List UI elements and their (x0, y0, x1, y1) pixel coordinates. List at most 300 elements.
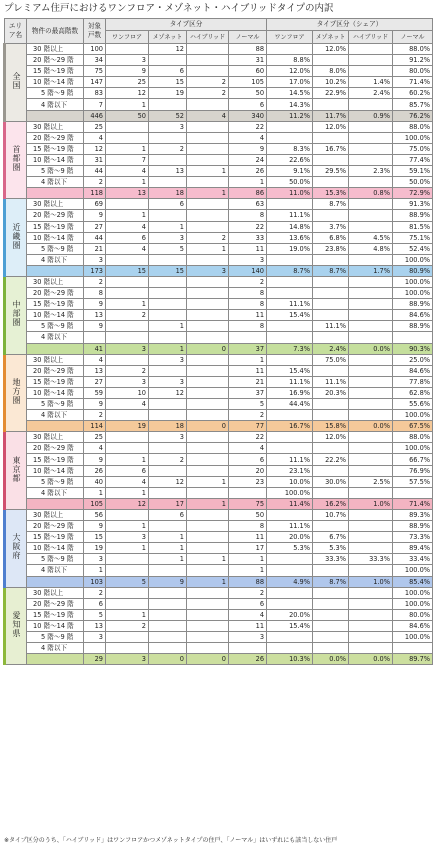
value-cell-sn: 88.0% (393, 432, 433, 443)
value-cell-sn: 55.6% (393, 399, 433, 410)
value-cell-sm (313, 598, 349, 609)
value-cell-c: 19 (84, 543, 106, 554)
value-cell-sh (349, 354, 393, 365)
total-row (5, 265, 433, 276)
floor-range-cell: 20 階～29 階 (27, 443, 84, 454)
floor-range-cell: 30 階以上 (27, 509, 84, 520)
value-cell-sn: 100.0% (393, 288, 433, 299)
value-cell-h (187, 310, 229, 321)
value-cell-sh (349, 254, 393, 265)
value-cell-sm: 30.0% (313, 476, 349, 487)
value-cell-w (106, 132, 149, 143)
value-cell-sn: 84.6% (393, 310, 433, 321)
table-row (5, 532, 433, 543)
value-cell-h (187, 66, 229, 77)
value-cell-m (149, 565, 187, 576)
floor-range-cell: 4 階以下 (27, 410, 84, 421)
value-cell-h: 1 (187, 476, 229, 487)
header-share-oneflat: ワンフロア (267, 31, 313, 44)
value-cell-sm (313, 254, 349, 265)
value-cell-sm: 11.1% (313, 376, 349, 387)
value-cell-sh (349, 631, 393, 642)
value-cell-sw (267, 432, 313, 443)
value-cell-c: 56 (84, 509, 106, 520)
value-cell-sw (267, 132, 313, 143)
table-row (5, 354, 433, 365)
value-cell-sw (267, 643, 313, 654)
area-name: 大阪府 (12, 533, 21, 561)
table-row (5, 310, 433, 321)
value-cell-n: 3 (229, 254, 267, 265)
value-cell-c: 12 (84, 143, 106, 154)
value-cell-c: 2 (84, 410, 106, 421)
value-cell-sm (313, 465, 349, 476)
value-cell-c: 3 (84, 254, 106, 265)
value-cell-n: 6 (229, 454, 267, 465)
value-cell-n: 11 (229, 365, 267, 376)
value-cell-sh (349, 410, 393, 421)
value-cell-c: 9 (84, 299, 106, 310)
value-cell-n: 8 (229, 521, 267, 532)
value-cell-sh (349, 454, 393, 465)
value-cell-sn: 80.0% (393, 66, 433, 77)
total-label-cell (27, 188, 84, 199)
table-row (5, 399, 433, 410)
value-cell-h (187, 631, 229, 642)
value-cell-sm (313, 332, 349, 343)
value-cell-sm: 23.8% (313, 243, 349, 254)
value-cell-m: 3 (149, 121, 187, 132)
value-cell-sn: 88.9% (393, 299, 433, 310)
floor-range-cell: 15 階～19 階 (27, 221, 84, 232)
value-cell-sm: 12.0% (313, 432, 349, 443)
value-cell-sn: 81.5% (393, 221, 433, 232)
total-cell-m: 18 (149, 188, 187, 199)
floor-range-cell: 5 階～9 階 (27, 476, 84, 487)
value-cell-sw: 100.0% (267, 487, 313, 498)
value-cell-h (187, 387, 229, 398)
value-cell-c: 9 (84, 321, 106, 332)
total-row (5, 498, 433, 509)
floor-range-cell: 30 階以上 (27, 276, 84, 287)
value-cell-h (187, 365, 229, 376)
table-row (5, 410, 433, 421)
table-row (5, 543, 433, 554)
value-cell-sn: 80.0% (393, 609, 433, 620)
value-cell-c: 75 (84, 66, 106, 77)
value-cell-m (149, 443, 187, 454)
value-cell-sw: 16.9% (267, 387, 313, 398)
total-cell-sw: 4.9% (267, 576, 313, 587)
floor-range-cell: 4 階以下 (27, 332, 84, 343)
value-cell-w: 3 (106, 55, 149, 66)
floor-range-cell: 10 階～14 階 (27, 310, 84, 321)
value-cell-h (187, 55, 229, 66)
total-cell-sn: 71.4% (393, 498, 433, 509)
value-cell-sm: 6.8% (313, 232, 349, 243)
value-cell-sm: 11.1% (313, 321, 349, 332)
table-row (5, 232, 433, 243)
value-cell-sn: 33.4% (393, 554, 433, 565)
table-row (5, 166, 433, 177)
value-cell-h (187, 587, 229, 598)
area-name-cell (5, 121, 27, 199)
total-cell-c: 103 (84, 576, 106, 587)
value-cell-c: 15 (84, 532, 106, 543)
value-cell-w (106, 199, 149, 210)
value-cell-sn: 88.9% (393, 321, 433, 332)
total-cell-w: 50 (106, 110, 149, 121)
value-cell-sm (313, 55, 349, 66)
table-row (5, 631, 433, 642)
area-name: 愛知県 (12, 610, 21, 638)
value-cell-sh: 4.5% (349, 232, 393, 243)
value-cell-m (149, 310, 187, 321)
total-row (5, 421, 433, 432)
value-cell-n: 50 (229, 509, 267, 520)
value-cell-sh (349, 565, 393, 576)
total-cell-w: 5 (106, 576, 149, 587)
value-cell-w: 4 (106, 243, 149, 254)
value-cell-w: 1 (106, 177, 149, 188)
value-cell-sh (349, 532, 393, 543)
value-cell-sh (349, 432, 393, 443)
value-cell-sm: 16.7% (313, 143, 349, 154)
total-cell-sh: 1.7% (349, 265, 393, 276)
value-cell-sw (267, 354, 313, 365)
value-cell-sn (393, 332, 433, 343)
value-cell-sh (349, 543, 393, 554)
value-cell-sn: 60.2% (393, 88, 433, 99)
table-row (5, 387, 433, 398)
value-cell-h (187, 410, 229, 421)
value-cell-sh (349, 210, 393, 221)
value-cell-w (106, 44, 149, 55)
area-name-cell (5, 276, 27, 354)
value-cell-sn: 57.5% (393, 476, 433, 487)
value-cell-c: 3 (84, 631, 106, 642)
value-cell-w (106, 554, 149, 565)
value-cell-sn: 84.6% (393, 620, 433, 631)
value-cell-sm (313, 565, 349, 576)
area-name-cell (5, 432, 27, 510)
value-cell-n: 6 (229, 598, 267, 609)
value-cell-sm: 20.3% (313, 387, 349, 398)
total-cell-m: 17 (149, 498, 187, 509)
value-cell-h (187, 177, 229, 188)
value-cell-sh (349, 487, 393, 498)
total-cell-c: 173 (84, 265, 106, 276)
header-share-group: タイプ区分（シェア） (267, 19, 433, 31)
value-cell-sh (349, 177, 393, 188)
table-row (5, 321, 433, 332)
total-cell-sm: 16.2% (313, 498, 349, 509)
value-cell-m: 3 (149, 376, 187, 387)
value-cell-sh (349, 199, 393, 210)
value-cell-sw (267, 554, 313, 565)
area-name-cell (5, 354, 27, 432)
value-cell-sw: 14.5% (267, 88, 313, 99)
value-cell-m (149, 154, 187, 165)
value-cell-w (106, 288, 149, 299)
value-cell-m (149, 465, 187, 476)
total-cell-m: 9 (149, 576, 187, 587)
total-cell-n: 86 (229, 188, 267, 199)
value-cell-w (106, 432, 149, 443)
value-cell-m: 12 (149, 387, 187, 398)
value-cell-w: 10 (106, 387, 149, 398)
value-cell-sh (349, 132, 393, 143)
area-name-cell (5, 587, 27, 665)
value-cell-m: 6 (149, 509, 187, 520)
value-cell-h (187, 332, 229, 343)
total-cell-sn: 89.7% (393, 654, 433, 665)
value-cell-sh (349, 521, 393, 532)
table-row (5, 221, 433, 232)
total-cell-m: 52 (149, 110, 187, 121)
value-cell-sn: 77.8% (393, 376, 433, 387)
area-name: 首都圏 (12, 144, 21, 172)
value-cell-n: 23 (229, 476, 267, 487)
total-cell-sm: 8.7% (313, 265, 349, 276)
total-cell-c: 41 (84, 343, 106, 354)
value-cell-sh: 2.4% (349, 88, 393, 99)
value-cell-h (187, 543, 229, 554)
value-cell-h (187, 221, 229, 232)
value-cell-sw: 19.0% (267, 243, 313, 254)
value-cell-n: 60 (229, 66, 267, 77)
value-cell-sw: 11.1% (267, 210, 313, 221)
value-cell-m (149, 487, 187, 498)
value-cell-h (187, 532, 229, 543)
value-cell-w: 2 (106, 365, 149, 376)
value-cell-m (149, 299, 187, 310)
value-cell-sh (349, 399, 393, 410)
value-cell-n: 22 (229, 221, 267, 232)
floor-range-cell: 20 階～29 階 (27, 521, 84, 532)
total-cell-c: 105 (84, 498, 106, 509)
value-cell-sm (313, 631, 349, 642)
value-cell-sn: 66.7% (393, 454, 433, 465)
value-cell-sm: 12.0% (313, 44, 349, 55)
value-cell-h: 2 (187, 88, 229, 99)
value-cell-n: 50 (229, 88, 267, 99)
value-cell-sm (313, 399, 349, 410)
value-cell-w: 1 (106, 521, 149, 532)
value-cell-w: 4 (106, 221, 149, 232)
floor-range-cell: 5 階～9 階 (27, 631, 84, 642)
value-cell-n: 20 (229, 465, 267, 476)
value-cell-h (187, 276, 229, 287)
table-row (5, 55, 433, 66)
table-row (5, 99, 433, 110)
floor-range-cell: 30 階以上 (27, 354, 84, 365)
value-cell-h (187, 99, 229, 110)
floor-range-cell: 30 階以上 (27, 587, 84, 598)
value-cell-sh (349, 465, 393, 476)
total-label-cell (27, 265, 84, 276)
header-type-group: タイプ区分 (106, 19, 267, 31)
value-cell-h: 1 (187, 554, 229, 565)
value-cell-h (187, 121, 229, 132)
value-cell-c: 13 (84, 620, 106, 631)
value-cell-sm: 22.2% (313, 454, 349, 465)
value-cell-sh (349, 365, 393, 376)
floor-range-cell: 4 階以下 (27, 565, 84, 576)
table-row (5, 154, 433, 165)
value-cell-m: 1 (149, 543, 187, 554)
value-cell-m (149, 399, 187, 410)
total-label-cell (27, 110, 84, 121)
table-row (5, 254, 433, 265)
total-cell-h: 1 (187, 188, 229, 199)
value-cell-m (149, 210, 187, 221)
total-cell-h: 0 (187, 343, 229, 354)
header-share-hybrid: ハイブリッド (349, 31, 393, 44)
header-type-normal: ノーマル (229, 31, 267, 44)
value-cell-c: 6 (84, 598, 106, 609)
value-cell-m (149, 609, 187, 620)
value-cell-h (187, 321, 229, 332)
value-cell-h (187, 254, 229, 265)
value-cell-m (149, 288, 187, 299)
table-row (5, 487, 433, 498)
value-cell-sm: 10.2% (313, 77, 349, 88)
value-cell-sn: 88.9% (393, 210, 433, 221)
value-cell-sh: 1.4% (349, 77, 393, 88)
value-cell-n: 9 (229, 143, 267, 154)
value-cell-sm: 8.0% (313, 66, 349, 77)
floor-range-cell: 5 階～9 階 (27, 88, 84, 99)
value-cell-m (149, 410, 187, 421)
total-cell-sw: 11.2% (267, 110, 313, 121)
value-cell-m (149, 55, 187, 66)
value-cell-c: 4 (84, 132, 106, 143)
value-cell-c: 40 (84, 476, 106, 487)
value-cell-c: 1 (84, 565, 106, 576)
table-row (5, 276, 433, 287)
value-cell-sw (267, 121, 313, 132)
table-row (5, 66, 433, 77)
value-cell-n: 88 (229, 44, 267, 55)
value-cell-c: 59 (84, 387, 106, 398)
table-row (5, 177, 433, 188)
header-floors: 物件の最高階数 (27, 19, 84, 44)
total-cell-sm: 8.7% (313, 576, 349, 587)
value-cell-w (106, 587, 149, 598)
value-cell-sw (267, 288, 313, 299)
value-cell-sn (393, 643, 433, 654)
total-cell-sm: 0.0% (313, 654, 349, 665)
floor-range-cell: 30 階以上 (27, 44, 84, 55)
value-cell-h (187, 288, 229, 299)
value-cell-sm (313, 620, 349, 631)
value-cell-sm (313, 587, 349, 598)
value-cell-sh (349, 598, 393, 609)
total-cell-sh: 0.0% (349, 654, 393, 665)
value-cell-n: 4 (229, 132, 267, 143)
floor-range-cell: 15 階～19 階 (27, 66, 84, 77)
total-cell-w: 3 (106, 343, 149, 354)
value-cell-c (84, 643, 106, 654)
value-cell-h (187, 199, 229, 210)
value-cell-sn: 71.4% (393, 77, 433, 88)
value-cell-sn: 91.3% (393, 199, 433, 210)
value-cell-w: 1 (106, 143, 149, 154)
value-cell-h (187, 399, 229, 410)
value-cell-sh: 2.5% (349, 476, 393, 487)
value-cell-sm (313, 299, 349, 310)
table-row (5, 299, 433, 310)
value-cell-sm: 22.9% (313, 88, 349, 99)
value-cell-sh (349, 121, 393, 132)
value-cell-c: 44 (84, 232, 106, 243)
area-name: 全国 (12, 71, 21, 90)
value-cell-h (187, 44, 229, 55)
value-cell-sh (349, 443, 393, 454)
value-cell-sn: 89.3% (393, 509, 433, 520)
header-share-maisonette: メゾネット (313, 31, 349, 44)
value-cell-m: 3 (149, 354, 187, 365)
value-cell-h: 2 (187, 232, 229, 243)
value-cell-sn: 100.0% (393, 565, 433, 576)
table-row (5, 143, 433, 154)
footnote: ※タイプ区分のうち、「ハイブリッド」はワンフロアかつメゾネットタイプの住戸、「ノーマル」はいずれにも該当しない住戸 (4, 837, 338, 844)
total-cell-h: 0 (187, 654, 229, 665)
value-cell-m: 3 (149, 232, 187, 243)
table-row (5, 609, 433, 620)
value-cell-w: 4 (106, 399, 149, 410)
total-cell-sw: 11.0% (267, 188, 313, 199)
total-row (5, 188, 433, 199)
table-row (5, 432, 433, 443)
value-cell-sw: 11.1% (267, 299, 313, 310)
value-cell-sm: 33.3% (313, 554, 349, 565)
value-cell-w: 12 (106, 88, 149, 99)
value-cell-h (187, 154, 229, 165)
floor-range-cell: 4 階以下 (27, 487, 84, 498)
value-cell-sw: 15.4% (267, 365, 313, 376)
value-cell-c: 9 (84, 210, 106, 221)
value-cell-n: 1 (229, 354, 267, 365)
value-cell-h (187, 643, 229, 654)
value-cell-sh (349, 321, 393, 332)
table-row (5, 454, 433, 465)
total-cell-sh: 0.0% (349, 343, 393, 354)
table-row (5, 565, 433, 576)
value-cell-n: 4 (229, 609, 267, 620)
value-cell-w (106, 643, 149, 654)
value-cell-m (149, 177, 187, 188)
value-cell-n (229, 487, 267, 498)
value-cell-h (187, 143, 229, 154)
value-cell-n: 1 (229, 177, 267, 188)
floor-range-cell: 4 階以下 (27, 99, 84, 110)
value-cell-sn: 100.0% (393, 598, 433, 609)
table-row (5, 554, 433, 565)
value-cell-sw (267, 276, 313, 287)
value-cell-sn: 52.4% (393, 243, 433, 254)
value-cell-sw: 14.3% (267, 99, 313, 110)
area-name: 中部圏 (12, 300, 21, 328)
value-cell-n: 11 (229, 310, 267, 321)
area-name-cell (5, 199, 27, 277)
header-type-oneflat: ワンフロア (106, 31, 149, 44)
value-cell-sw: 8.3% (267, 143, 313, 154)
floor-range-cell: 4 階以下 (27, 643, 84, 654)
value-cell-w: 25 (106, 77, 149, 88)
value-cell-sh (349, 66, 393, 77)
